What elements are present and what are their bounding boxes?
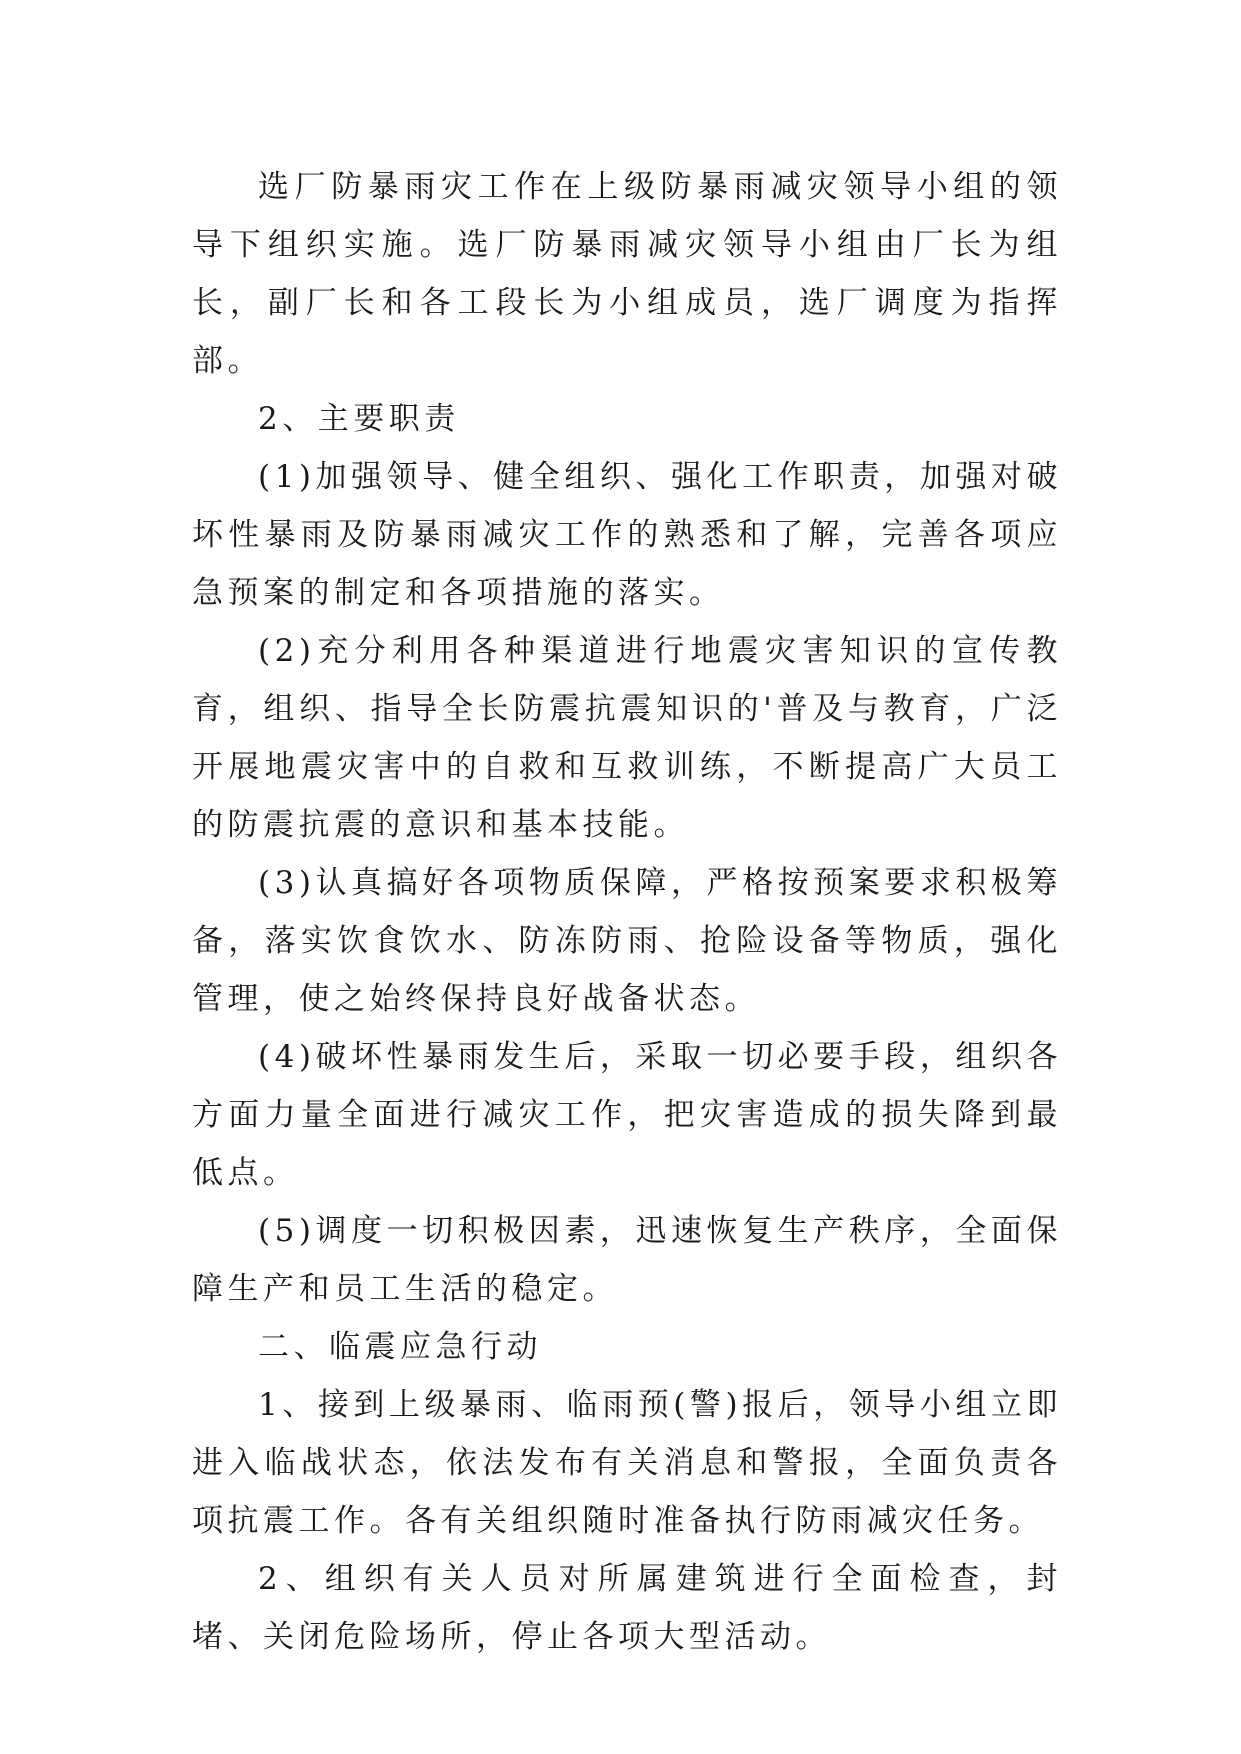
paragraph-duty-1: (1)加强领导、健全组织、强化工作职责，加强对破坏性暴雨及防暴雨减灾工作的熟悉和了解，完善各项应急预案的制定和各项措施的落实。 — [192, 459, 1062, 611]
heading-emergency-action: 二、临震应急行动 — [258, 1329, 542, 1365]
paragraph-action-1: 1、接到上级暴雨、临雨预(警)报后，领导小组立即进入临战状态，依法发布有关消息和警报，全面负责各项抗震工作。各有关组织随时准备执行防雨减灾任务。 — [192, 1387, 1062, 1539]
document-body — [192, 158, 1062, 1666]
paragraph-duty-5: (5)调度一切积极因素，迅速恢复生产秩序，全面保障生产和员工生活的稳定。 — [192, 1213, 1062, 1307]
paragraph-organization: 选厂防暴雨灾工作在上级防暴雨减灾领导小组的领导下组织实施。选厂防暴雨减灾领导小组由厂长为组长，副厂长和各工段长为小组成员，选厂调度为指挥部。 — [192, 169, 1062, 379]
heading-main-duties: 2、主要职责 — [258, 401, 460, 437]
paragraph-action-2: 2、组织有关人员对所属建筑进行全面检查，封堵、关闭危险场所，停止各项大型活动。 — [192, 1561, 1062, 1655]
paragraph-duty-4: (4)破坏性暴雨发生后，采取一切必要手段，组织各方面力量全面进行减灾工作，把灾害造成的损失降到最低点。 — [192, 1039, 1062, 1191]
paragraph-duty-3: (3)认真搞好各项物质保障，严格按预案要求积极筹备，落实饮食饮水、防冻防雨、抢险设备等物质，强化管理，使之始终保持良好战备状态。 — [192, 865, 1062, 1017]
paragraph-duty-2: (2)充分利用各种渠道进行地震灾害知识的宣传教育，组织、指导全长防震抗震知识的'普及与教育，广泛开展地震灾害中的自救和互救训练，不断提高广大员工的防震抗震的意识和基本技能。 — [192, 633, 1062, 843]
